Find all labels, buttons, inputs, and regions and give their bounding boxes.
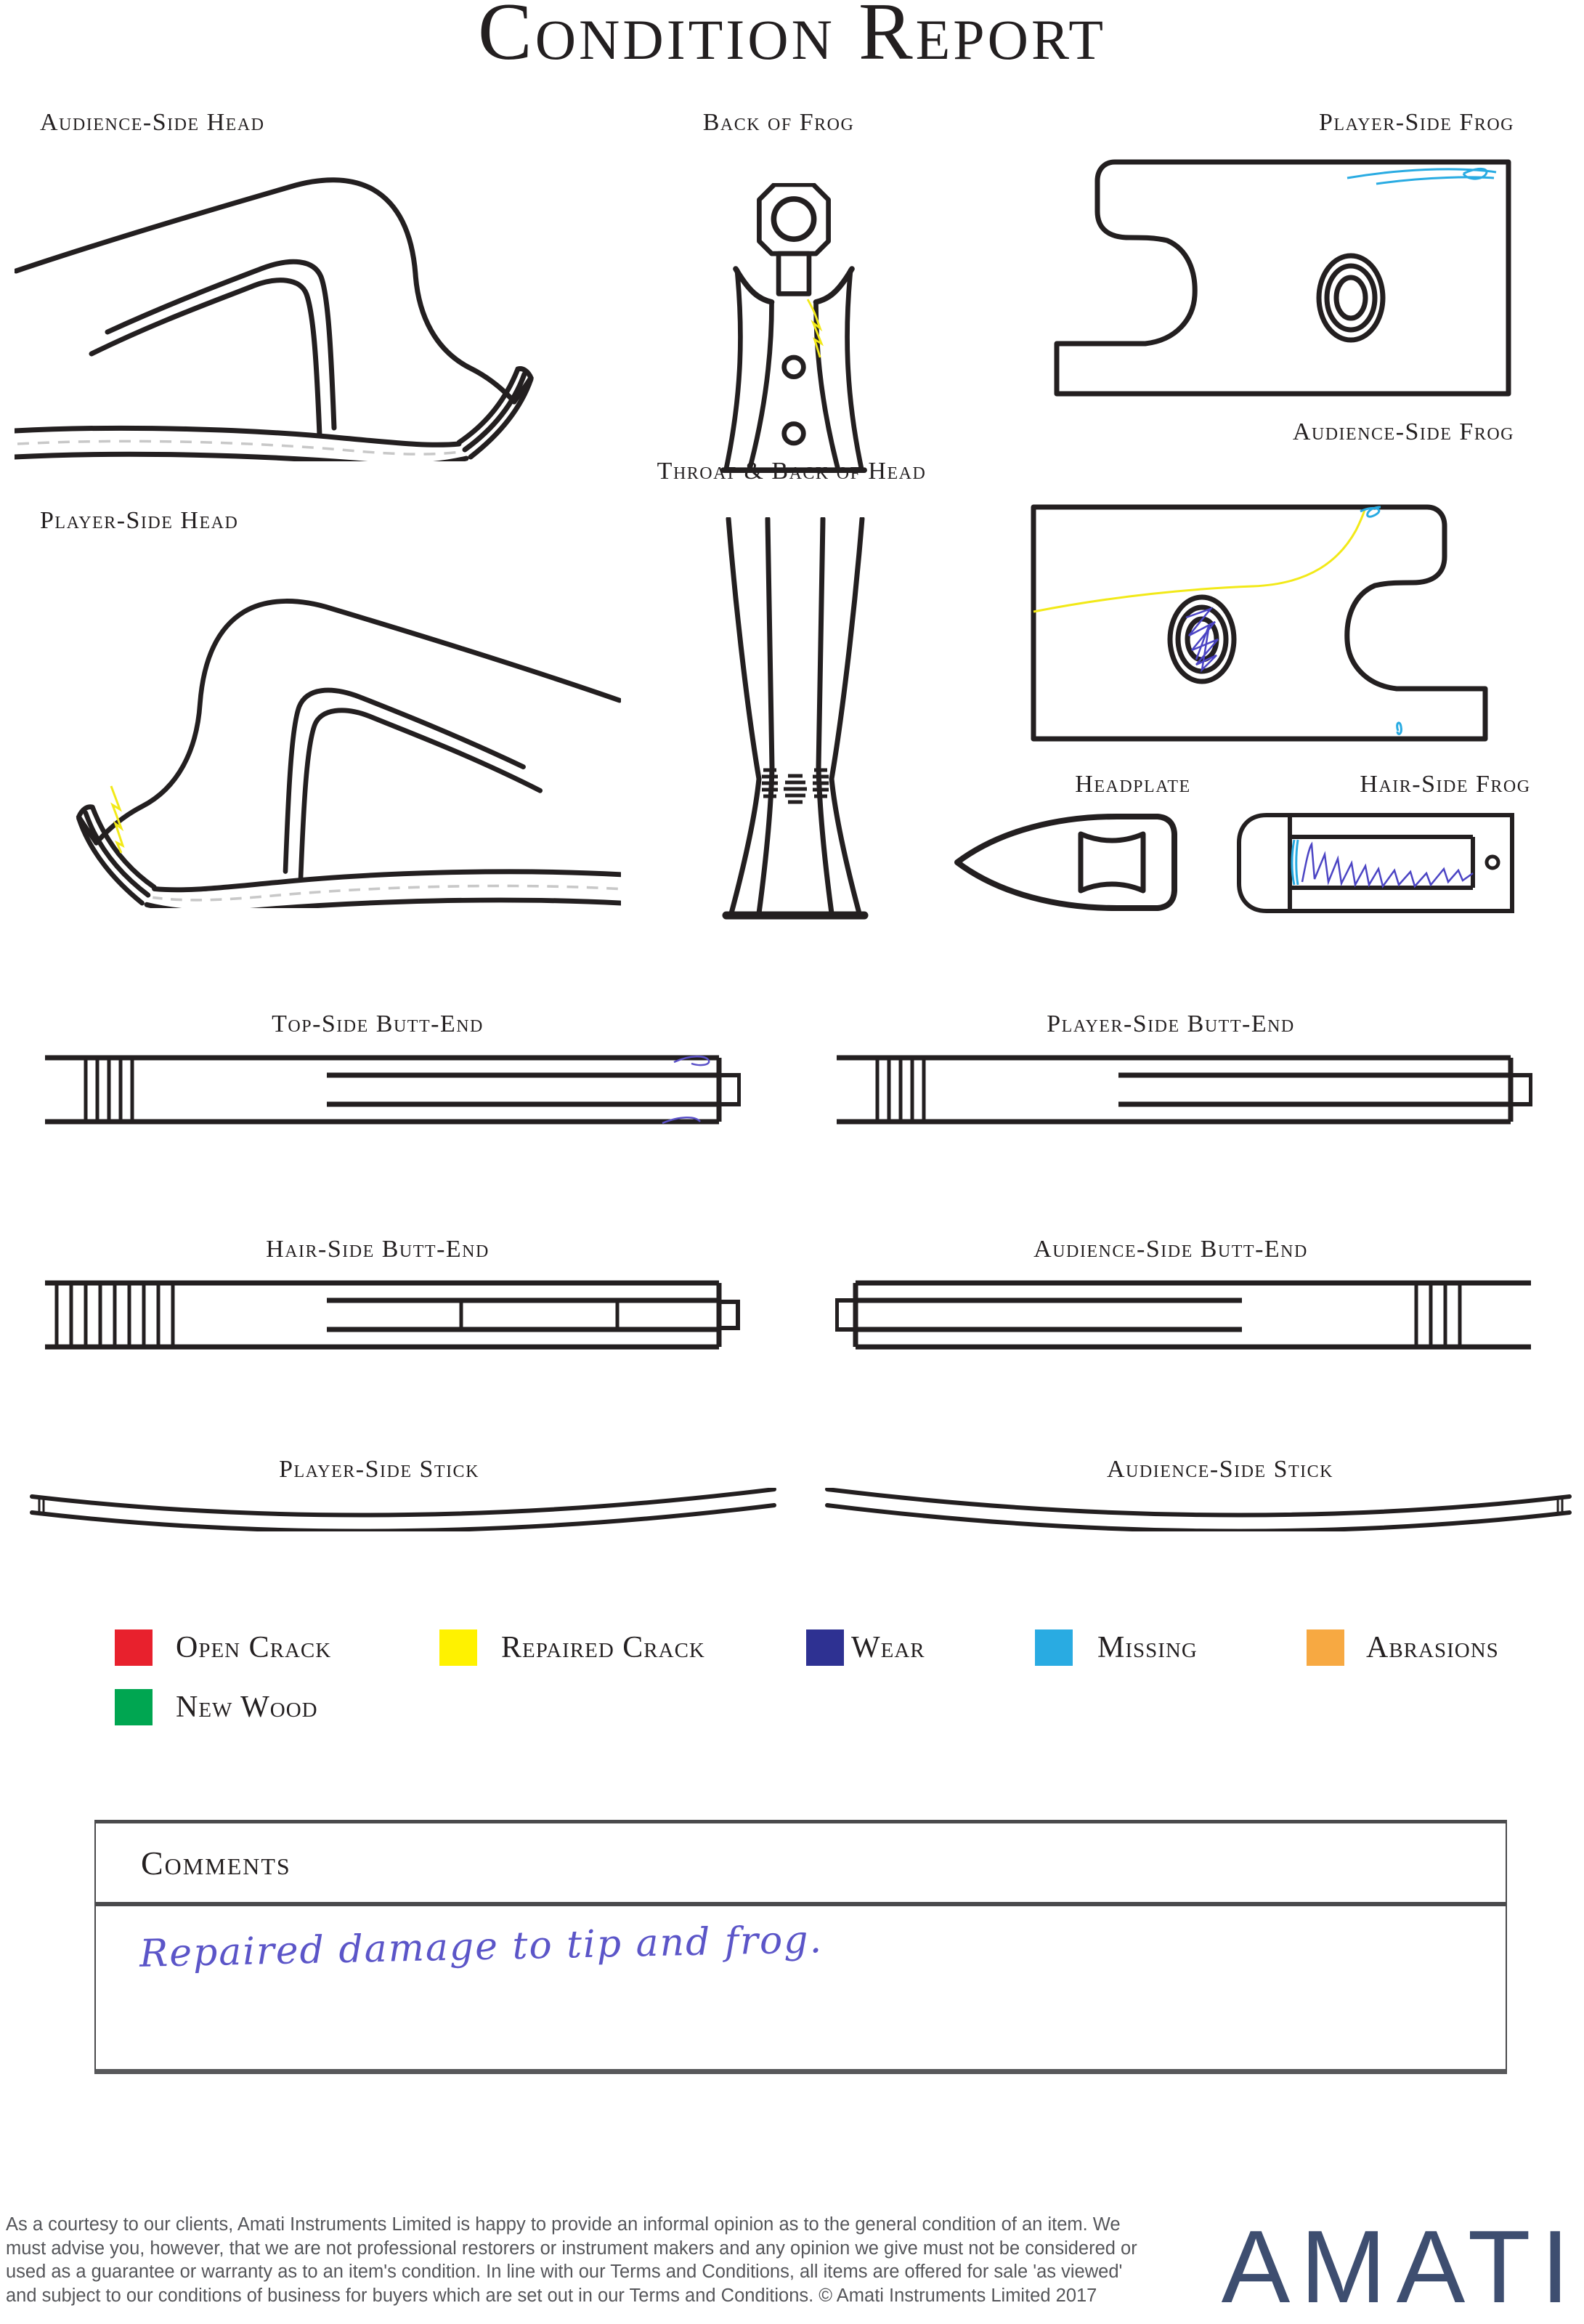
- open-crack-label: Open Crack: [176, 1631, 332, 1664]
- label-audience-side-butt-end: Audience-Side Butt-End: [1033, 1236, 1308, 1263]
- missing-mark: [1347, 169, 1496, 184]
- player-side-head-drawing: [11, 559, 621, 908]
- winding: [57, 1283, 173, 1347]
- comments-section: [94, 1820, 1507, 2074]
- label-hair-side-butt-end: Hair-Side Butt-End: [266, 1236, 490, 1263]
- player-side-frog-drawing: [1028, 156, 1514, 400]
- back-of-frog-drawing: [718, 183, 870, 474]
- wear-label: Wear: [851, 1631, 925, 1664]
- label-back-of-frog: Back of Frog: [702, 109, 855, 136]
- audience-side-stick-drawing: [824, 1488, 1572, 1531]
- missing-mark: [1360, 507, 1401, 734]
- wear-mark: [662, 1056, 709, 1123]
- repaired-crack-swatch: [439, 1629, 477, 1666]
- player-side-butt-end-drawing: [835, 1053, 1532, 1126]
- label-audience-side-head: Audience-Side Head: [40, 109, 265, 136]
- missing-swatch: [1035, 1629, 1073, 1666]
- label-top-side-butt-end: Top-Side Butt-End: [272, 1011, 484, 1037]
- missing-label: Missing: [1097, 1631, 1198, 1664]
- amati-logo: AMATI: [1221, 2209, 1580, 2324]
- hair-side-butt-end-drawing: [44, 1279, 741, 1351]
- disclaimer-text: As a courtesy to our clients, Amati Instruments Limited is happy to provide an informal opinion as to the general condition of an item. We must advise you, however, that we are not professional restorers or instrument makers and any opinion we give must not be considered or used as a guarantee or warranty as to an item's condition. In line with our Terms and Conditions, all items are offered for sale 'as viewed' and subject to our conditions of business for buyers which are set out in our Terms and Conditions. © Amati Instruments Limited 2017: [6, 2214, 1137, 2306]
- label-throat-back-of-head: Throat & Back of Head: [657, 458, 927, 485]
- comments-header: [96, 1823, 1506, 1906]
- audience-side-frog-drawing: [1028, 501, 1514, 745]
- audience-side-head-drawing: [15, 142, 596, 461]
- missing-mark: [1292, 840, 1298, 885]
- player-side-stick-drawing: [29, 1488, 777, 1531]
- abrasions-label: Abrasions: [1366, 1631, 1499, 1664]
- label-player-side-frog: Player-Side Frog: [1319, 109, 1514, 136]
- label-hair-side-frog: Hair-Side Frog: [1360, 771, 1531, 798]
- repaired-crack-label: Repaired Crack: [501, 1631, 705, 1664]
- winding: [86, 1058, 132, 1122]
- label-player-side-stick: Player-Side Stick: [279, 1456, 479, 1483]
- throat-back-of-head-drawing: [686, 517, 904, 924]
- headplate-drawing: [953, 808, 1193, 917]
- label-headplate: Headplate: [1075, 771, 1191, 798]
- wear-swatch: [806, 1629, 844, 1666]
- top-side-butt-end-drawing: [44, 1053, 741, 1126]
- open-crack-swatch: [115, 1629, 153, 1666]
- new-wood-swatch: [115, 1689, 153, 1725]
- handwritten-comment: Repaired damage to tip and frog.: [139, 1918, 824, 1976]
- winding: [1416, 1283, 1460, 1347]
- winding: [877, 1058, 924, 1122]
- label-audience-side-frog: Audience-Side Frog: [1292, 418, 1514, 445]
- wear-mark: [1302, 844, 1473, 886]
- label-player-side-head: Player-Side Head: [40, 507, 239, 534]
- new-wood-label: New Wood: [176, 1691, 318, 1724]
- hair-side-frog-drawing: [1233, 812, 1516, 914]
- audience-side-butt-end-drawing: [835, 1279, 1532, 1351]
- label-player-side-butt-end: Player-Side Butt-End: [1047, 1011, 1295, 1037]
- page-title: Condition Report: [478, 0, 1106, 77]
- abrasions-swatch: [1307, 1629, 1344, 1666]
- comments-title: Comments: [141, 1844, 291, 1882]
- label-audience-side-stick: Audience-Side Stick: [1107, 1456, 1333, 1483]
